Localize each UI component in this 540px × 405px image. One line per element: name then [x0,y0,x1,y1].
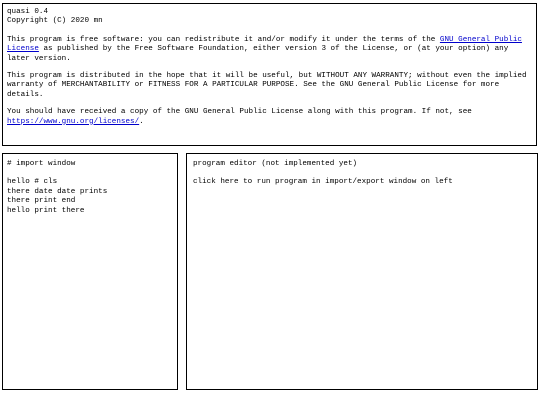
license-panel [2,3,537,146]
import-window-header: # import window [7,160,76,168]
license-p1-text-a: This program is free software: you can redistribute it and/or modify it under the terms of the [7,35,440,44]
import-line: hello print there [7,206,85,215]
copyright-line: Copyright (C) 2020 mn [7,17,103,26]
license-p1-text-b: as published by the Free Software Foundation, either version 3 of the License, or (at your option) any later version. [7,45,509,63]
license-paragraph-1 [7,36,532,64]
app-version: quasi 0.4 [7,8,49,16]
import-line: there date date prints [7,187,108,196]
license-p3-text-b: . [139,117,144,126]
editor-header: program editor (not implemented yet) [193,160,358,168]
gnu-licenses-link[interactable]: https://www.gnu.org/licenses/ [7,117,140,126]
import-line: there print end [7,197,76,206]
gpl-link[interactable]: GNU General Public License [7,35,522,54]
program-editor[interactable] [186,153,538,390]
import-window[interactable] [2,153,178,390]
license-p3-text-a: You should have received a copy of the GNU General Public License along with this program. If not, see [7,108,472,117]
license-paragraph-2: This program is distributed in the hope that it will be useful, but WITHOUT ANY WARRANTY; without even the implied warranty of MERCHANTABILITY or FITNESS FOR A PARTICULAR PURPOSE. See the GNU General Public License for more details. [7,72,527,99]
import-line: hello # cls [7,178,58,187]
license-paragraph-3 [7,108,532,127]
run-program-link[interactable]: click here to run program in import/export window on left [193,178,453,187]
